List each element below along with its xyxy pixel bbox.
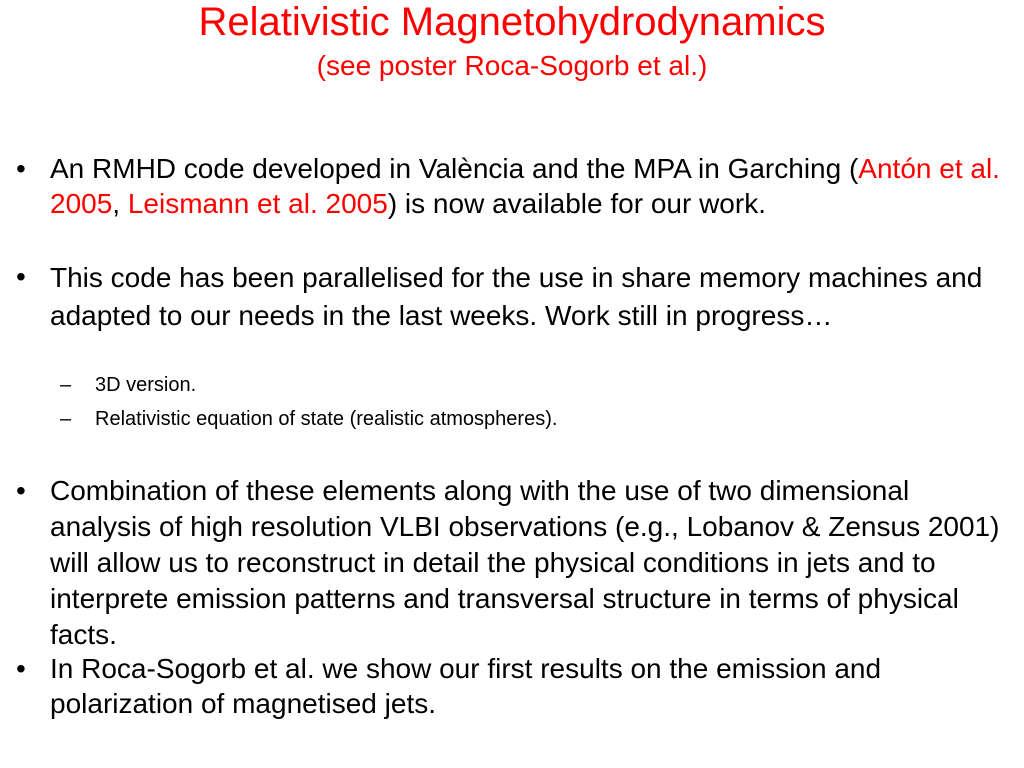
sub-bullet-text: Relativistic equation of state (realistic atmospheres). — [95, 408, 558, 430]
bullet-text: In Roca-Sogorb et al. we show our first results on the emission and polarization of magnetised jets. — [50, 653, 882, 719]
bullet-marker: • — [16, 153, 26, 184]
bullet-text: Combination of these elements along with the use of two dimensional analysis of high resolution VLBI observations (e.g., Lobanov & Zensus 2001) will allow us to reconstruct in detail the physical conditions in jets and to interprete emission patterns and transversal structure in terms of physical facts. — [50, 475, 1000, 650]
sub-bullet-text: 3D version. — [95, 374, 197, 396]
sub-bullet-marker: – — [60, 408, 72, 430]
slide-subtitle: (see poster Roca-Sogorb et al.) — [316, 50, 708, 81]
bullet-marker: • — [16, 653, 26, 684]
bullet-text-part: , — [112, 188, 128, 219]
reference-link[interactable]: Antón et al. 2005 — [50, 153, 1000, 219]
bullet-text: This code has been parallelised for the use in share memory machines and adapted to our needs in the last weeks. Work still in progress… — [50, 262, 983, 331]
bullet-text-part: ) is now available for our work. — [387, 188, 766, 219]
slide-title: Relativistic Magnetohydrodynamics — [198, 0, 826, 44]
reference-link[interactable]: Leismann et al. 2005 — [127, 188, 388, 219]
bullet-marker: • — [16, 261, 26, 292]
bullet-marker: • — [16, 475, 26, 506]
sub-bullet-marker: – — [60, 374, 72, 396]
bullet-text-part: An RMHD code developed in València and the MPA in Garching ( — [50, 153, 859, 184]
bullet-text — [50, 151, 1018, 221]
